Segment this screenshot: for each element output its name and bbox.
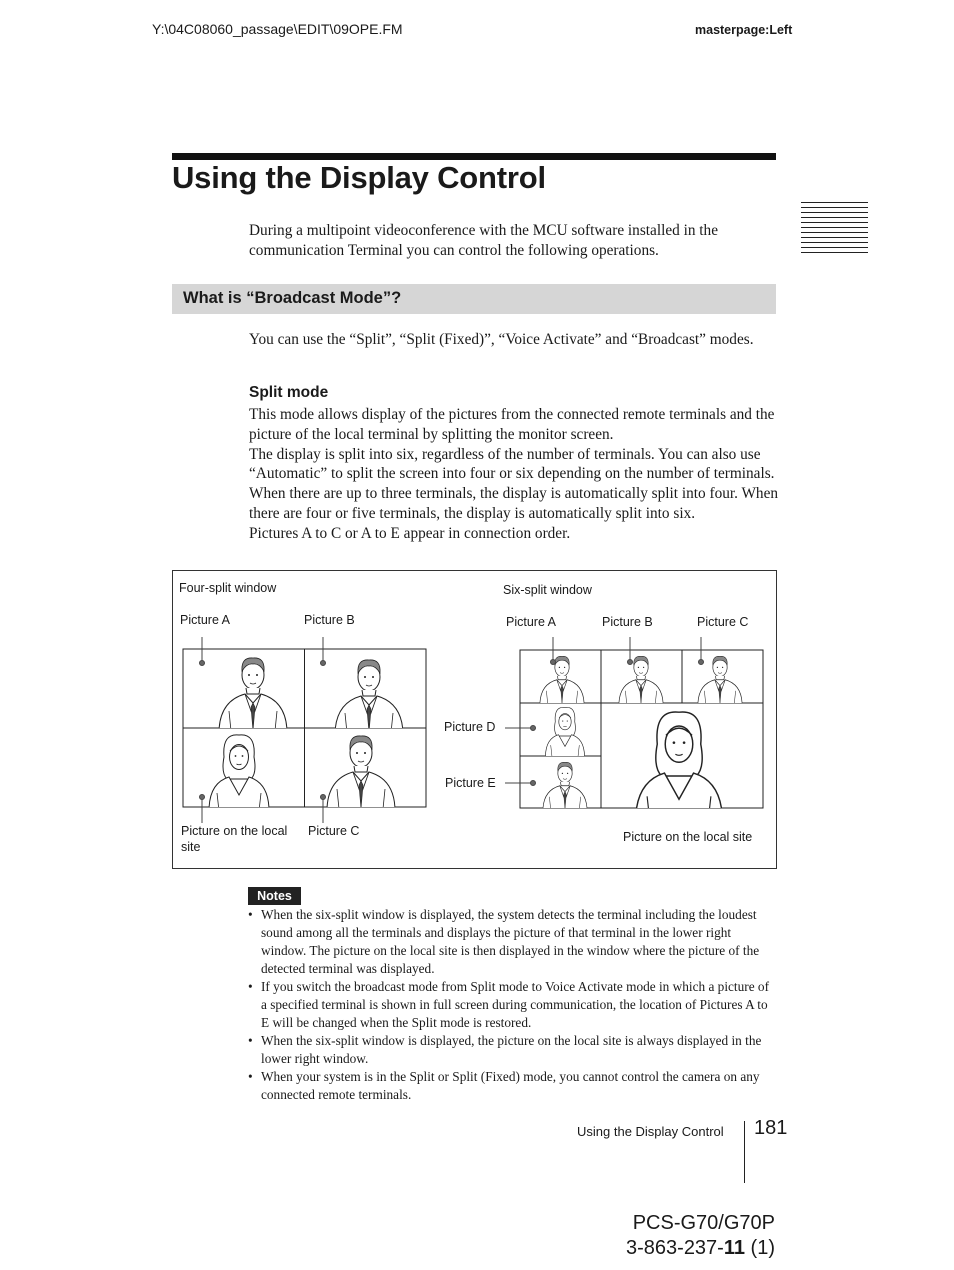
- four-split-window: [183, 649, 426, 811]
- part-number-prefix: 3-863-237-: [626, 1237, 724, 1259]
- four-split-label-picture-a: Picture A: [180, 613, 231, 627]
- part-number-suffix: (1): [745, 1237, 775, 1259]
- split-paragraph: Pictures A to C or A to E appear in connection order.: [249, 524, 571, 542]
- modes-paragraph: You can use the “Split”, “Split (Fixed)”, “Voice Activate” and “Broadcast” modes.: [249, 331, 754, 348]
- split-mode-heading: Split mode: [249, 384, 329, 401]
- part-number-revision: 11: [723, 1237, 745, 1259]
- page-title: Using the Display Control: [172, 160, 546, 195]
- four-split-label-picture-c: Picture C: [308, 824, 360, 838]
- title-rule: [172, 153, 776, 160]
- intro-paragraph: During a multipoint videoconference with the MCU software installed in the communication Terminal you can control the following operations.: [249, 222, 718, 259]
- six-split-label-picture-d: Picture D: [444, 720, 496, 734]
- six-split-label-picture-b: Picture B: [602, 615, 653, 629]
- notes-badge: Notes: [248, 887, 301, 905]
- six-split-label-picture-e: Picture E: [445, 776, 496, 790]
- footer-divider: [744, 1121, 745, 1183]
- page-number: 181: [754, 1117, 788, 1139]
- six-split-label-picture-a: Picture A: [506, 615, 557, 629]
- four-split-label-local-site: Picture on the local site: [181, 824, 288, 854]
- footer-section-label: Using the Display Control: [577, 1124, 724, 1139]
- note-item: • When the six-split window is displayed, the picture on the local site is always displayed in the lower right window.: [248, 1032, 778, 1068]
- section-title: What is “Broadcast Mode”?: [183, 289, 402, 307]
- file-path-header: Y:\04C08060_passage\EDIT\09OPE.FM: [152, 21, 403, 37]
- note-item: • When the six-split window is displayed, the system detects the terminal including the loudest sound among all the terminals and displays the picture of that terminal in the lower right window. The picture on the local site is then displayed in the window where the picture of the detected terminal was displayed.: [248, 906, 778, 978]
- four-split-label-picture-b: Picture B: [304, 613, 355, 627]
- six-split-label-picture-c: Picture C: [697, 615, 749, 629]
- chapter-tab-marker: [801, 202, 868, 256]
- split-window-figure: [172, 570, 777, 869]
- model-number: PCS-G70/G70P: [632, 1212, 775, 1234]
- six-split-title: Six-split window: [503, 583, 592, 597]
- note-item: • When your system is in the Split or Split (Fixed) mode, you cannot control the camera on any connected remote terminals.: [248, 1068, 778, 1104]
- part-number: [626, 1237, 775, 1260]
- masterpage-label: masterpage:Left: [695, 23, 793, 37]
- split-paragraph: The display is split into six, regardless of the number of terminals. You can also use “Automatic” to split the screen into four or six depending on the number of terminals. When there are up to three terminals, the display is automatically split into four. When there are four or five terminals, the display is automatically split into six.: [249, 445, 779, 522]
- notes-list: [248, 906, 778, 1104]
- split-paragraph: This mode allows display of the pictures from the connected remote terminals and the picture of the local terminal by splitting the monitor screen.: [249, 406, 775, 443]
- six-split-label-local-site: Picture on the local site: [623, 830, 753, 844]
- note-item: • If you switch the broadcast mode from Split mode to Voice Activate mode in which a picture of a specified terminal is shown in full screen during communication, the location of Pictures A to E will be changed when the Split mode is restored.: [248, 978, 778, 1032]
- split-mode-body: [249, 405, 779, 544]
- six-split-window: [520, 650, 763, 822]
- four-split-title: Four-split window: [179, 581, 277, 595]
